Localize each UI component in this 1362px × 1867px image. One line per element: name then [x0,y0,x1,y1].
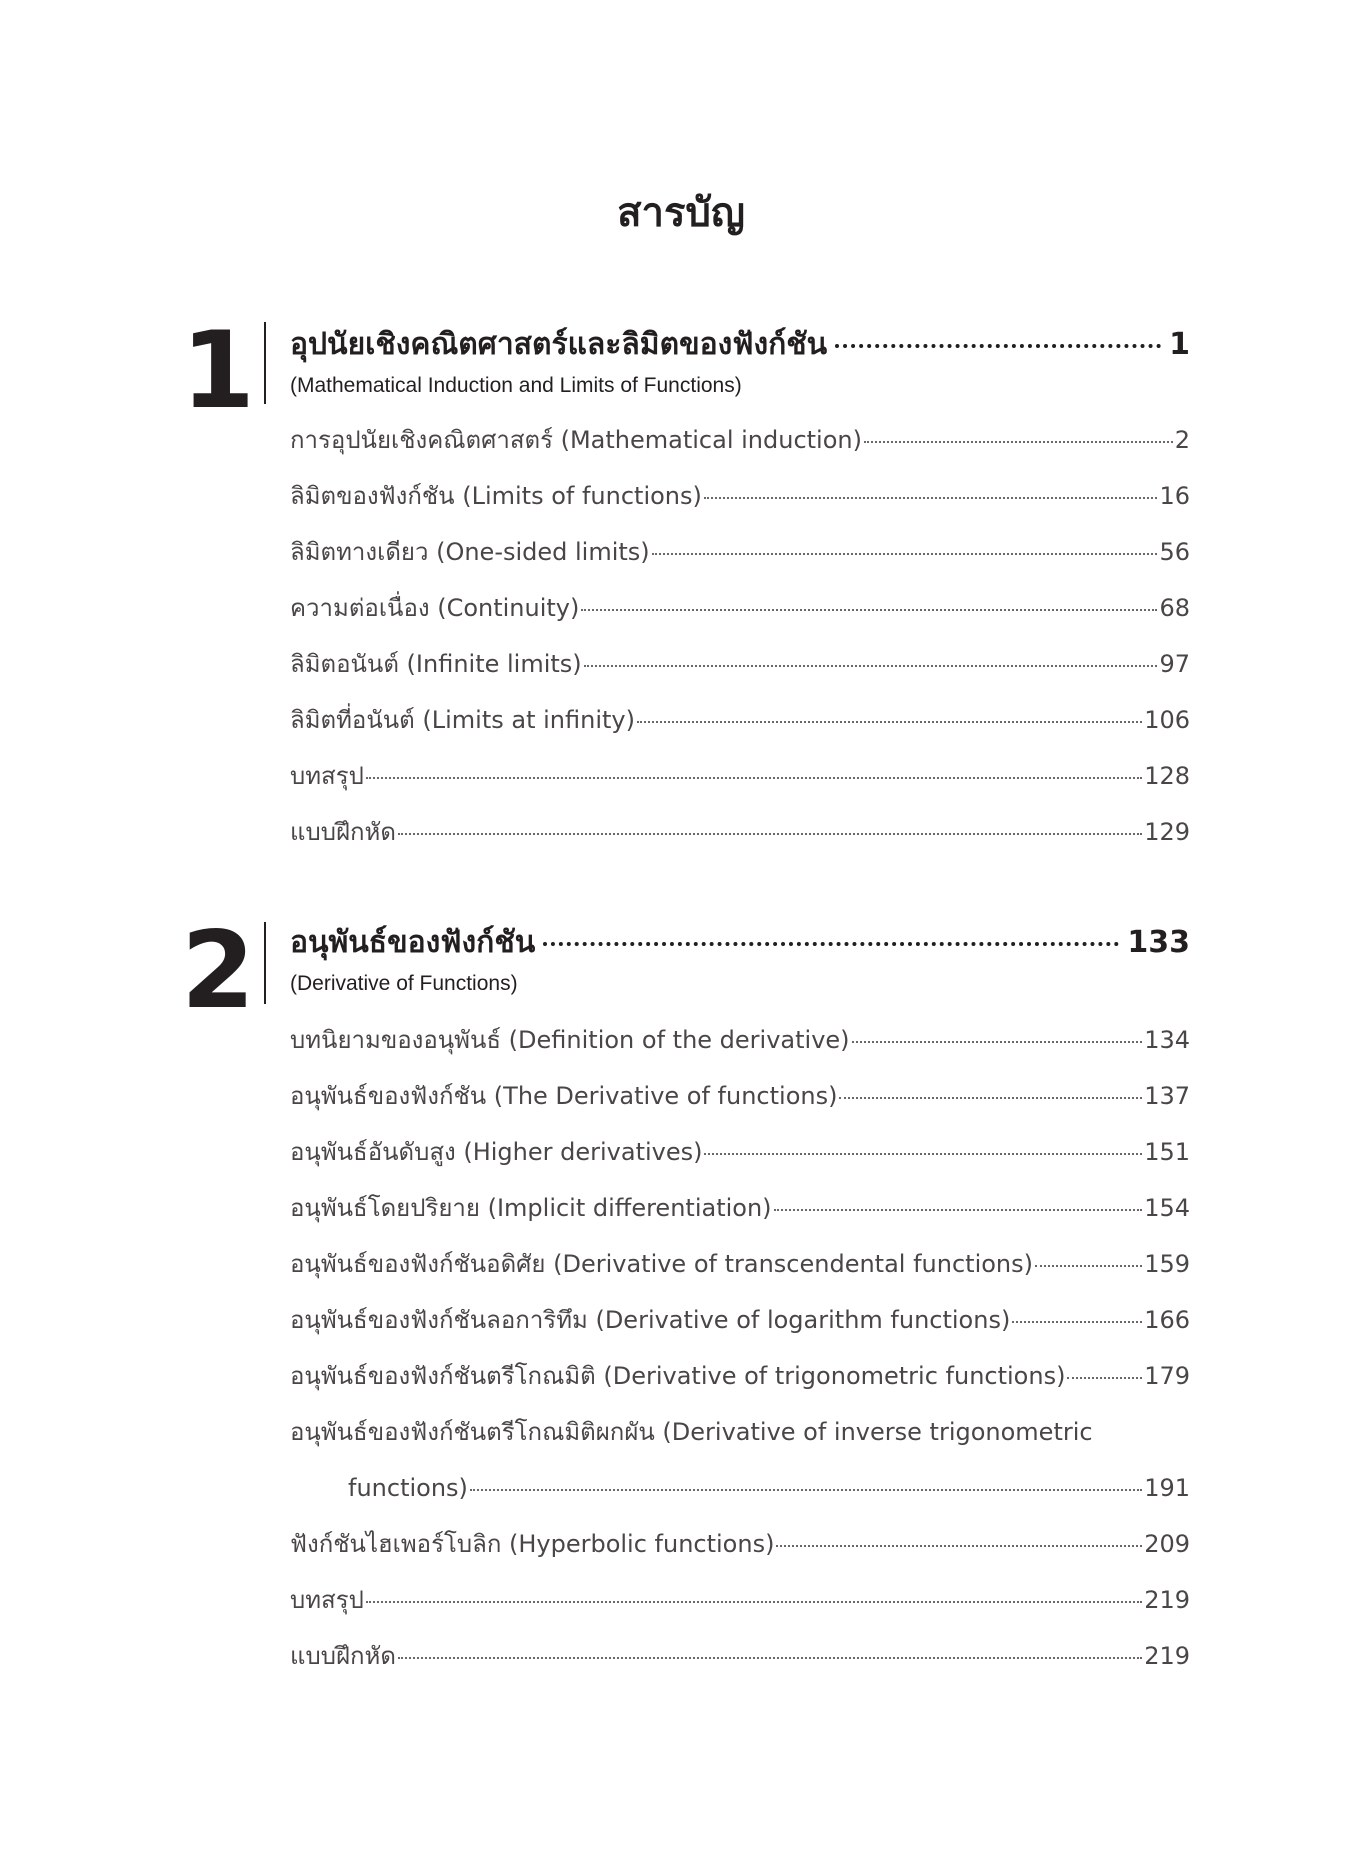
entry-page-number: 191 [1144,1474,1190,1502]
dot-leader [470,1489,1142,1491]
entry-title: อนุพันธ์โดยปริยาย (Implicit differentiation) [290,1194,772,1222]
chapter-subtitle: (Mathematical Induction and Limits of Functions) [290,374,742,397]
dot-leader [852,1041,1143,1043]
entry-title: อนุพันธ์ของฟังก์ชันลอการิทึม (Derivative of logarithm functions) [290,1306,1011,1334]
chapter-entries [290,412,1190,860]
toc-entry[interactable] [290,636,1190,692]
toc-entry[interactable] [290,1292,1190,1348]
entry-page-number: 129 [1144,818,1190,846]
entry-page-number: 56 [1159,538,1190,566]
toc-entry[interactable] [290,1628,1190,1684]
toc-entry[interactable] [290,748,1190,804]
toc-entry[interactable] [290,468,1190,524]
dot-leader [366,777,1142,779]
entry-page-number: 151 [1144,1138,1190,1166]
toc-entry[interactable] [290,804,1190,860]
entry-page-number: 2 [1174,426,1190,454]
entry-title: อนุพันธ์อันดับสูง (Higher derivatives) [290,1138,703,1166]
entry-title: อนุพันธ์ของฟังก์ชันตรีโกณมิติผกผัน (Derivative of inverse trigonometric [290,1418,1093,1446]
entry-title: บทสรุป [290,762,364,790]
entry-title: บทสรุป [290,1586,364,1614]
entry-title: ความต่อเนื่อง (Continuity) [290,594,580,622]
dot-leader [543,942,1119,946]
entry-title: แบบฝึกหัด [290,1642,396,1670]
entry-title: อนุพันธ์ของฟังก์ชันอดิศัย (Derivative of transcendental functions) [290,1250,1033,1278]
entry-page-number: 134 [1144,1026,1190,1054]
toc-entry[interactable] [290,1012,1190,1068]
entry-title: แบบฝึกหัด [290,818,396,846]
toc-entry-wrapped[interactable] [290,1404,1190,1460]
dot-leader [584,665,1158,667]
toc-entry[interactable] [290,580,1190,636]
toc-entry[interactable] [290,1516,1190,1572]
dot-leader [398,1657,1142,1659]
entry-page-number: 106 [1144,706,1190,734]
entry-title: อนุพันธ์ของฟังก์ชันตรีโกณมิติ (Derivative of trigonometric functions) [290,1362,1066,1390]
toc-entry[interactable] [290,524,1190,580]
chapter-title: อนุพันธ์ของฟังก์ชัน [290,925,536,960]
toc-entry[interactable] [290,1068,1190,1124]
toc-entry[interactable] [290,1236,1190,1292]
entry-page-number: 179 [1144,1362,1190,1390]
dot-leader [774,1209,1143,1211]
chapter-page-number: 1 [1169,327,1190,362]
entry-page-number: 128 [1144,762,1190,790]
chapter-title: อุปนัยเชิงคณิตศาสตร์และลิมิตของฟังก์ชัน [290,327,828,362]
dot-leader [637,721,1142,723]
entry-title: ลิมิตทางเดียว (One-sided limits) [290,538,650,566]
dot-leader [864,441,1173,443]
entry-title: อนุพันธ์ของฟังก์ชัน (The Derivative of functions) [290,1082,838,1110]
entry-page-number: 166 [1144,1306,1190,1334]
chapter-subtitle: (Derivative of Functions) [290,972,518,995]
chapter-divider [264,322,266,404]
dot-leader [835,344,1161,348]
entry-page-number: 219 [1144,1642,1190,1670]
entry-title: ลิมิตอนันต์ (Infinite limits) [290,650,582,678]
chapter-number: 1 [181,309,255,432]
dot-leader [366,1601,1142,1603]
dot-leader [652,553,1158,555]
entry-page-number: 68 [1159,594,1190,622]
page-title: สารบัญ [617,190,745,236]
dot-leader [776,1545,1142,1547]
dot-leader [704,497,1158,499]
dot-leader [1012,1321,1142,1323]
toc-entry[interactable] [290,412,1190,468]
chapter-page-number: 133 [1127,925,1190,960]
toc-entry[interactable] [290,1572,1190,1628]
toc-entry[interactable] [290,692,1190,748]
dot-leader [704,1153,1142,1155]
toc-entry[interactable] [290,1124,1190,1180]
entry-page-number: 16 [1159,482,1190,510]
dot-leader [839,1097,1142,1099]
entry-page-number: 219 [1144,1586,1190,1614]
dot-leader [581,609,1157,611]
entry-page-number: 209 [1144,1530,1190,1558]
chapter-entries [290,1012,1190,1684]
entry-title: บทนิยามของอนุพันธ์ (Definition of the derivative) [290,1026,850,1054]
entry-page-number: 154 [1144,1194,1190,1222]
chapter-heading-link[interactable] [290,323,1190,367]
toc-entry-continuation[interactable] [290,1460,1190,1516]
entry-page-number: 159 [1144,1250,1190,1278]
chapter-heading-link[interactable] [290,921,1190,965]
entry-title-continuation: functions) [348,1474,468,1502]
toc-entry[interactable] [290,1348,1190,1404]
entry-page-number: 137 [1144,1082,1190,1110]
chapter-number: 2 [181,909,255,1032]
toc-entry[interactable] [290,1180,1190,1236]
entry-page-number: 97 [1159,650,1190,678]
dot-leader [398,833,1142,835]
dot-leader [1067,1377,1142,1379]
entry-title: ลิมิตที่อนันต์ (Limits at infinity) [290,706,635,734]
entry-title: การอุปนัยเชิงคณิตศาสตร์ (Mathematical induction) [290,426,862,454]
chapter-divider [264,922,266,1004]
dot-leader [1035,1265,1142,1267]
entry-title: ลิมิตของฟังก์ชัน (Limits of functions) [290,482,702,510]
entry-title: ฟังก์ชันไฮเพอร์โบลิก (Hyperbolic functions) [290,1530,775,1558]
